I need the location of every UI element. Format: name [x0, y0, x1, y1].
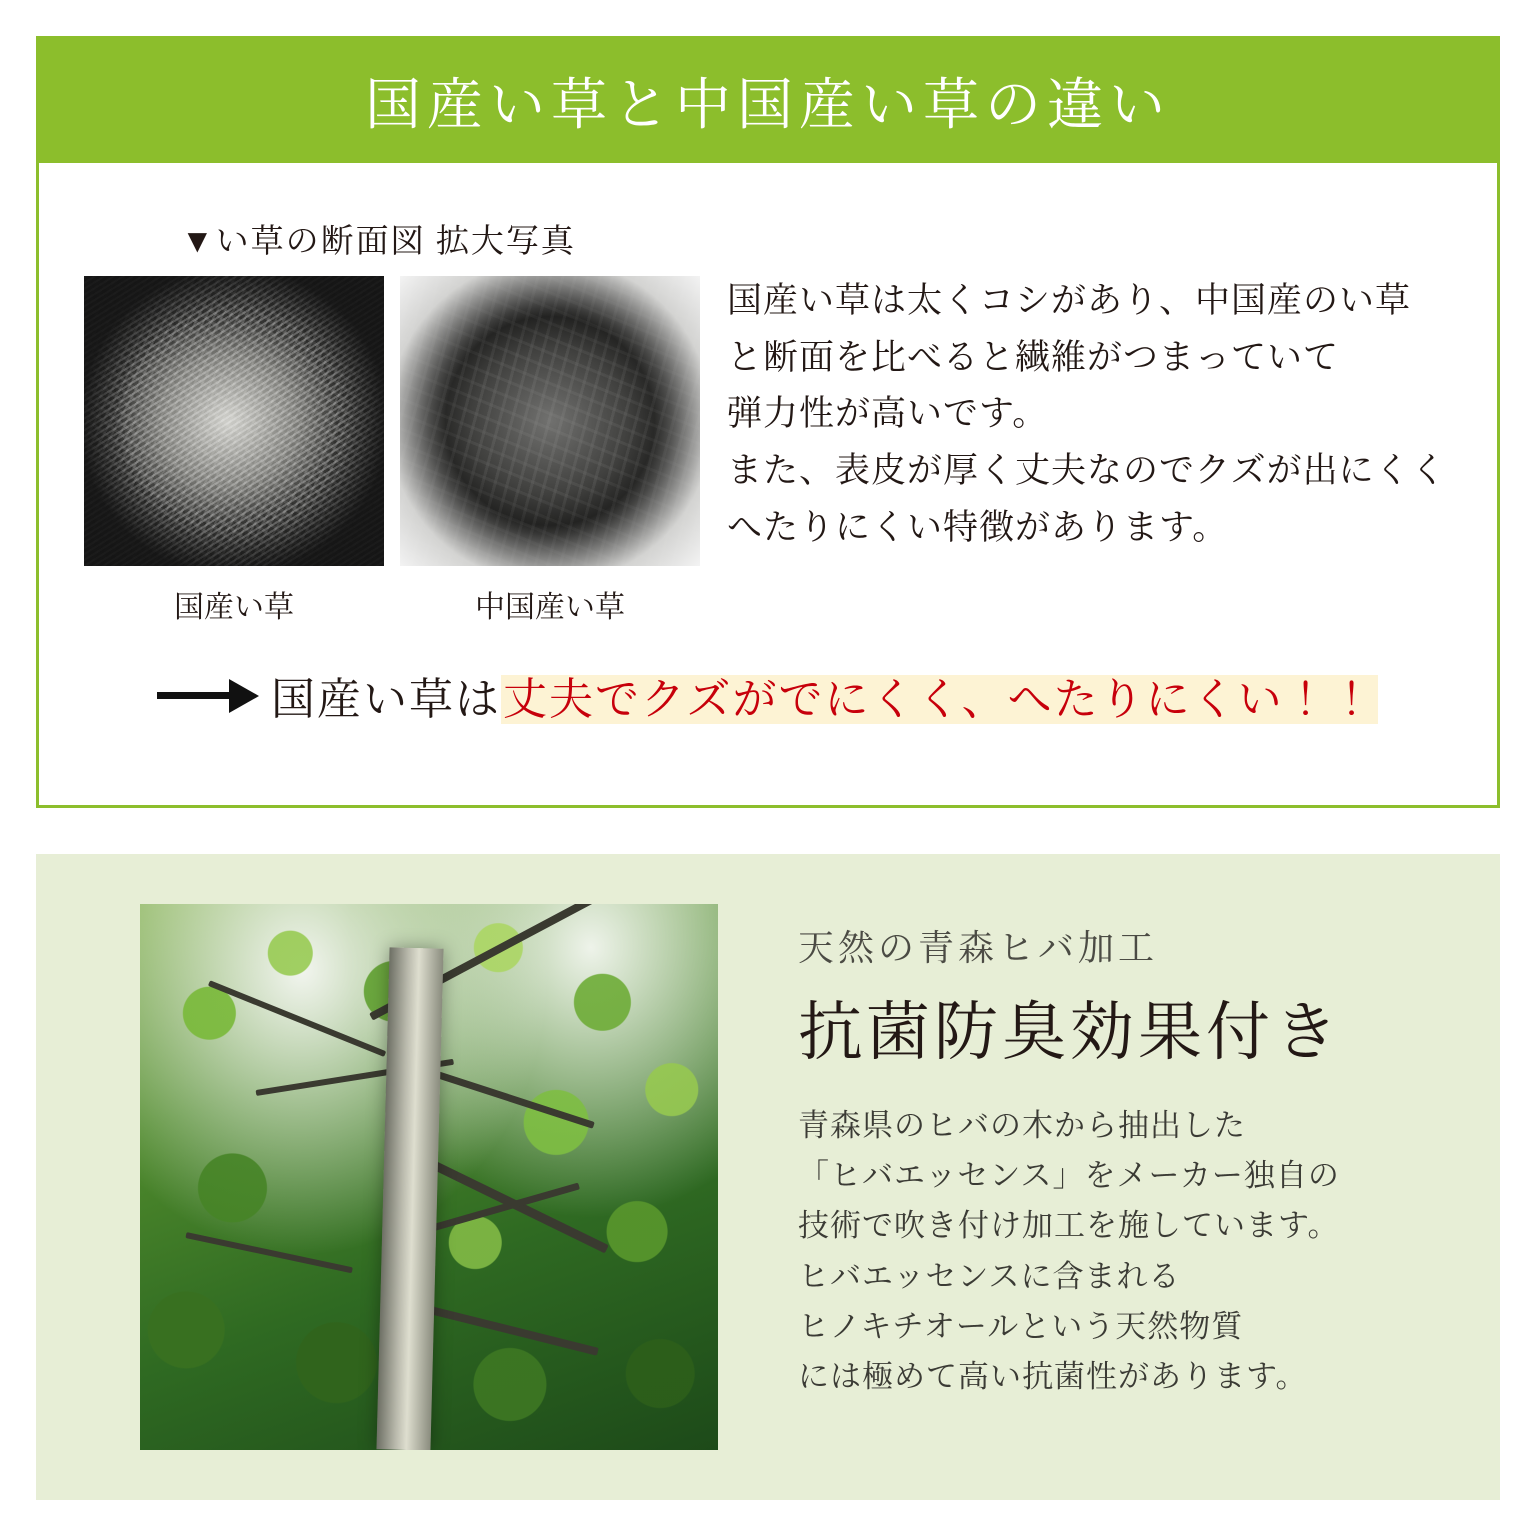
photo-block-domestic: [84, 276, 384, 626]
conclusion-highlight: 丈夫でクズがでにくく、へたりにくい！！: [503, 675, 1376, 724]
cross-section-caption: ▼い草の断面図 拡大写真: [181, 224, 576, 260]
comparison-title: 国産い草と中国産い草の違い: [365, 75, 1171, 137]
description-line: 弾力性が高いです。: [727, 394, 1049, 434]
conclusion-prefix: 国産い草は: [271, 675, 501, 724]
domestic-igusa-photo: [84, 276, 384, 566]
igusa-comparison-panel: [36, 36, 1500, 808]
hiba-subtitle: 天然の青森ヒバ加工: [798, 928, 1159, 968]
hiba-body-line: ヒバエッセンスに含まれる: [798, 1258, 1181, 1294]
description-line: また、表皮が厚く丈夫なのでクズが出にくく: [727, 451, 1447, 491]
description-line: 国産い草は太くコシがあり、中国産のい草: [727, 281, 1412, 320]
hiba-tree-photo: [140, 904, 718, 1450]
right-arrow-icon: [157, 675, 261, 715]
hiba-text-block: [798, 920, 1458, 1402]
description-line: と断面を比べると繊維がつまっていて: [727, 337, 1340, 377]
photo-block-chinese: [400, 276, 700, 626]
hiba-body-text: [798, 1101, 1458, 1402]
comparison-description: [727, 273, 1487, 556]
comparison-body: [39, 163, 1497, 805]
hiba-body-line: 技術で吹き付け加工を施しています。: [798, 1208, 1340, 1244]
comparison-header: [39, 39, 1497, 163]
hiba-panel: [36, 854, 1500, 1500]
hiba-body-line: 青森県のヒバの木から抽出した: [798, 1108, 1246, 1143]
cross-section-photo-row: [84, 276, 700, 626]
hiba-heading: 抗菌防臭効果付き: [798, 997, 1342, 1068]
domestic-igusa-label: 国産い草: [174, 591, 294, 624]
chinese-igusa-photo: [400, 276, 700, 566]
chinese-igusa-label: 中国産い草: [475, 591, 625, 624]
hiba-body-line: には極めて高い抗菌性があります。: [798, 1359, 1308, 1395]
conclusion-text: [271, 663, 1378, 727]
description-line: へたりにくい特徴があります。: [727, 507, 1229, 547]
hiba-body-line: 「ヒバエッセンス」をメーカー独自の: [798, 1158, 1340, 1194]
hiba-body-line: ヒノキチオールという天然物質: [798, 1308, 1244, 1344]
conclusion-row: [157, 663, 1378, 727]
